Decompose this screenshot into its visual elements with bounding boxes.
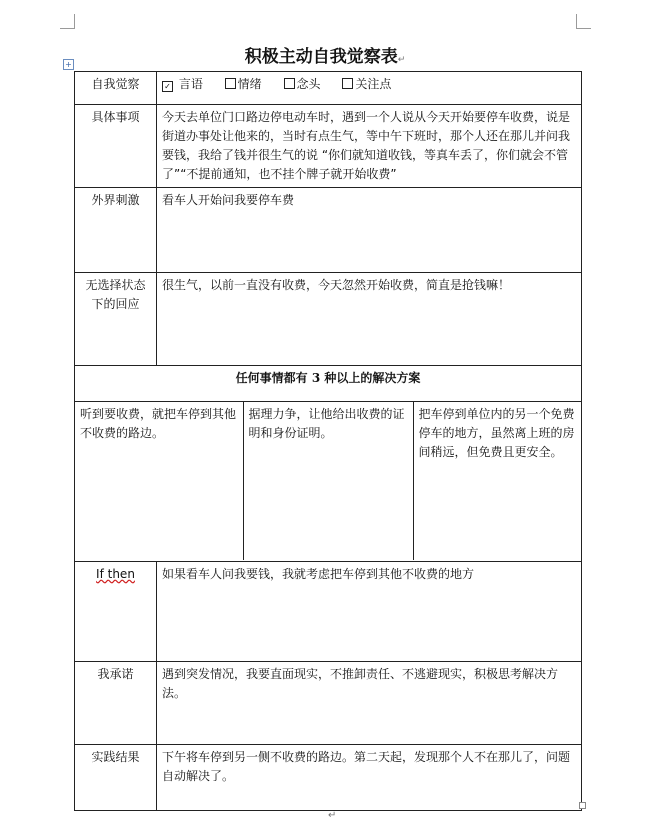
event-text: 今天去单位门口路边停电动车时，遇到一个人说从今天开始要停车收费，说是街道办事处让他来的，当时有点生气，等中午下班时，那个人还在那儿并问我要钱，我给了钱并很生气的说 “你们就知道收钱，等真车丢了，你们就会不管了”“不提前通知，也不挂个牌子就开始收费” [162, 110, 571, 181]
solution-2-text: 据理力争，让他给出收费的证明和身份证明。 [248, 407, 405, 440]
checkbox-checked-icon[interactable]: ✓ [162, 81, 173, 92]
result-row [75, 745, 582, 811]
result-label-cell [75, 745, 157, 811]
ifthen-label-cell [75, 562, 157, 662]
result-label: 实践结果 [91, 750, 140, 764]
awareness-label: 自我觉察 [91, 77, 140, 91]
event-row [75, 105, 582, 188]
promise-text: 遇到突发情况，我要直面现实，不推卸责任、不逃避现实，积极思考解决方法。 [162, 667, 559, 700]
solutions-cell [75, 402, 582, 562]
promise-label-cell [75, 662, 157, 745]
ifthen-label: If then [96, 567, 135, 581]
margin-corner-mark-left [60, 14, 75, 29]
option-speech[interactable] [162, 75, 203, 94]
table-move-handle-icon[interactable]: + [63, 59, 74, 70]
option-focus[interactable] [342, 75, 391, 94]
response-label: 无选择状态下的回应 [85, 278, 146, 311]
stimulus-text-cell[interactable] [157, 188, 582, 273]
result-text-cell[interactable] [157, 745, 582, 811]
ifthen-row [75, 562, 582, 662]
awareness-row [75, 72, 582, 105]
paragraph-mark-icon: ↵ [397, 55, 406, 65]
option-thought-label: 念头 [296, 77, 321, 91]
result-text: 下午将车停到另一侧不收费的路边。第二天起，发现那个人不在那儿了，问题自动解决了。 [162, 750, 571, 783]
option-speech-label: 言语 [178, 77, 203, 91]
stimulus-label: 外界刺激 [91, 193, 140, 207]
solutions-row [75, 402, 582, 562]
document-title [0, 42, 650, 67]
option-emotion-label: 情绪 [237, 77, 262, 91]
response-text-cell[interactable] [157, 273, 582, 366]
promise-row [75, 662, 582, 745]
table-resize-handle-icon[interactable] [579, 802, 586, 809]
solutions-header-row [75, 366, 582, 402]
solutions-heading: 任何事情都有 3 种以上的解决方案 [235, 371, 421, 385]
awareness-options-cell [157, 72, 582, 105]
solution-1-text: 听到要收费，就把车停到其他不收费的路边。 [80, 407, 237, 440]
ifthen-text-cell[interactable] [157, 562, 582, 662]
awareness-label-cell [75, 72, 157, 105]
response-text: 很生气，以前一直没有收费，今天忽然开始收费，简直是抢钱嘛！ [162, 278, 511, 292]
ifthen-text: 如果看车人问我要钱，我就考虑把车停到其他不收费的地方 [162, 567, 475, 581]
solutions-heading-cell [75, 366, 582, 402]
response-label-cell [75, 273, 157, 366]
event-label: 具体事项 [91, 110, 140, 124]
event-text-cell[interactable] [157, 105, 582, 188]
stimulus-label-cell [75, 188, 157, 273]
response-row [75, 273, 582, 366]
option-emotion[interactable] [225, 75, 262, 94]
stimulus-row [75, 188, 582, 273]
checkbox-icon[interactable] [284, 78, 295, 89]
solution-3-cell[interactable] [413, 402, 581, 560]
option-focus-label: 关注点 [355, 77, 392, 91]
promise-text-cell[interactable] [157, 662, 582, 745]
option-thought[interactable] [284, 75, 321, 94]
promise-label: 我承诺 [97, 667, 134, 681]
stimulus-text: 看车人开始问我要停车费 [162, 193, 295, 207]
solution-3-text: 把车停到单位内的另一个免费停车的地方，虽然离上班的房间稍远，但免费且更安全。 [418, 407, 575, 459]
solution-2-cell[interactable] [243, 402, 413, 560]
event-label-cell [75, 105, 157, 188]
solutions-table [75, 402, 581, 560]
checkbox-icon[interactable] [342, 78, 353, 89]
margin-corner-mark-right [576, 14, 591, 29]
checkbox-icon[interactable] [225, 78, 236, 89]
awareness-form-table [74, 71, 582, 811]
solution-1-cell[interactable] [75, 402, 243, 560]
end-paragraph-mark-icon: ↵ [328, 810, 337, 821]
title-text: 积极主动自我觉察表 [244, 47, 398, 67]
